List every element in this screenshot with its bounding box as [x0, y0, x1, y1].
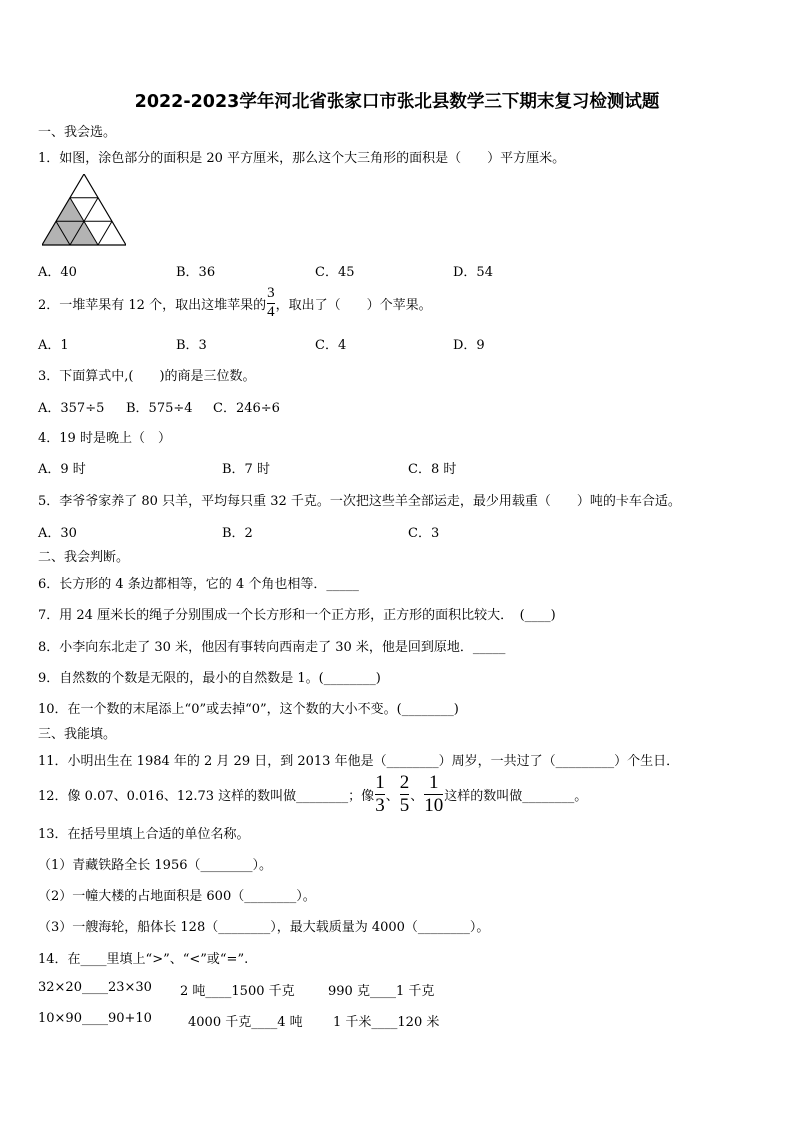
fraction-denominator: 3: [375, 794, 385, 816]
q5-option-a: A．30: [38, 526, 77, 541]
q14-row2-item-2: 4000 千克____4 吨: [188, 1015, 303, 1030]
question-2: [38, 286, 432, 321]
shaded-triangle: [56, 198, 84, 222]
separator: 、: [410, 788, 424, 804]
q12-text-after: 这样的数叫做________。: [444, 788, 588, 804]
question-14: 14．在____里填上“>”、“<”或“=”.: [38, 952, 249, 967]
fraction-numerator: 1: [428, 772, 439, 793]
triangle-figure: [42, 174, 126, 246]
question-5: 5．李爷爷家养了 80 只羊，平均每只重 32 千克。一次把这些羊全部运走，最少用载重（ ）吨的卡车合适。: [38, 494, 681, 509]
q1-option-b: B．36: [176, 265, 216, 280]
section-1-heading: 一、我会选。: [38, 125, 117, 140]
q2-option-a: A．1: [38, 338, 69, 353]
q2-option-c: C．4: [315, 338, 347, 353]
q3-option-b: B．575÷4: [126, 401, 193, 416]
question-8: 8．小李向东北走了 30 米，他因有事转向西南走了 30 米，他是回到原地．_____: [38, 640, 506, 655]
q14-row1-item-3: 990 克____1 千克: [328, 984, 435, 999]
q13-item-2: （2）一幢大楼的占地面积是 600（________）。: [38, 889, 316, 904]
question-4: 4．19 时是晚上（ ）: [38, 431, 171, 446]
q3-option-a: A．357÷5: [38, 401, 105, 416]
q14-row2-item-1: 10×90____90+10: [38, 1011, 152, 1026]
q4-option-a: A．9 时: [38, 462, 86, 477]
q14-row1-item-2: 2 吨____1500 千克: [180, 984, 295, 999]
fraction-denominator: 5: [399, 794, 410, 816]
q12-fraction-3: [424, 773, 443, 816]
question-7: 7．用 24 厘米长的绳子分别围成一个长方形和一个正方形，正方形的面积比较大． (____): [38, 608, 556, 623]
page-title: 2022-2023学年河北省张家口市张北县数学三下期末复习检测试题: [134, 92, 660, 112]
q4-option-c: C．8 时: [408, 462, 457, 477]
question-1: 1．如图，涂色部分的面积是 20 平方厘米，那么这个大三角形的面积是（ ）平方厘米。: [38, 151, 566, 166]
fraction-denominator: 4: [267, 303, 275, 320]
q2-fraction: [267, 286, 275, 321]
q2-text-before: 2．一堆苹果有 12 个，取出这堆苹果的: [38, 297, 267, 313]
fraction-numerator: 3: [267, 285, 275, 301]
section-3-heading: 三、我能填。: [38, 727, 117, 742]
q12-fraction-2: [400, 773, 410, 816]
q14-row1-item-1: 32×20____23×30: [38, 980, 152, 995]
question-13: 13．在括号里填上合适的单位名称。: [38, 827, 250, 842]
q5-option-c: C．3: [408, 526, 440, 541]
q2-option-b: B．3: [176, 338, 207, 353]
q4-option-b: B．7 时: [222, 462, 270, 477]
question-6: 6．长方形的 4 条边都相等，它的 4 个角也相等．_____: [38, 577, 359, 592]
question-10: 10．在一个数的末尾添上“0”或去掉“0”，这个数的大小不变。(________): [38, 702, 459, 717]
q13-item-1: （1）青藏铁路全长 1956（________）。: [38, 858, 272, 873]
q12-text-before: 12．像 0.07、0.016、12.73 这样的数叫做________；像: [38, 788, 375, 804]
section-2-heading: 二、我会判断。: [38, 550, 130, 565]
question-9: 9．自然数的个数是无限的，最小的自然数是 1。(________): [38, 671, 381, 686]
separator: 、: [385, 788, 399, 804]
q1-option-a: A．40: [38, 265, 77, 280]
question-3: 3．下面算式中,( )的商是三位数。: [38, 369, 256, 384]
q3-option-c: C．246÷6: [213, 401, 280, 416]
q1-option-d: D．54: [453, 265, 493, 280]
q5-option-b: B．2: [222, 526, 253, 541]
q2-text-after: ，取出了（ ）个苹果。: [275, 297, 432, 313]
question-11: 11．小明出生在 1984 年的 2 月 29 日，到 2013 年他是（________）周岁，一共过了（_________）个生日．: [38, 754, 680, 769]
fraction-denominator: 10: [424, 794, 444, 816]
question-12: [38, 773, 587, 816]
q14-row2-item-3: 1 千米____120 米: [333, 1015, 440, 1030]
fraction-numerator: 2: [399, 772, 410, 793]
q12-fraction-1: [375, 773, 385, 816]
q13-item-3: （3）一艘海轮，船体长 128（________），最大载质量为 4000（________）。: [38, 920, 490, 935]
q1-option-c: C．45: [315, 265, 355, 280]
fraction-numerator: 1: [375, 772, 385, 793]
q2-option-d: D．9: [453, 338, 485, 353]
